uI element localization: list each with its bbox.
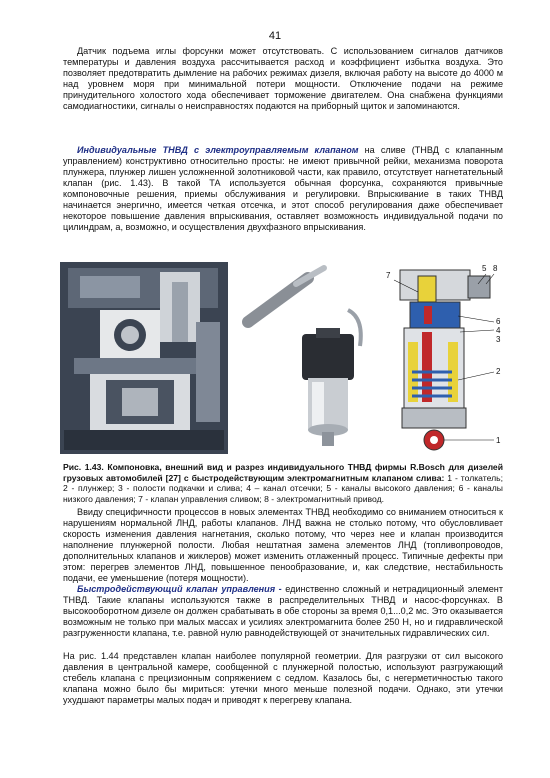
paragraph-1 [63,46,503,112]
callout-1: 1 [496,436,501,445]
pump-cross-section [382,262,505,454]
caption-title: Рис. 1.43. Компоновка, внешний вид и разрез индивидуального ТНВД фирмы R.Bosch для дизелей грузовых автомобилей [27] с быстродействующим электромагнитным клапаном слива: [63,462,503,483]
paragraph-4 [63,584,503,639]
paragraph-4-highlight: Быстродействующий клапан управления - [77,584,282,594]
callout-6: 6 [496,317,501,326]
page-number: 41 [268,30,282,42]
paragraph-3 [63,507,503,584]
callout-4: 4 [496,326,501,335]
callout-5: 5 [482,264,487,273]
paragraph-4-text: единственно сложный и нетрадиционный элемент ТНВД. Такие клапаны используются также в распределительных ТНВД и насос-форсунках. В высокооборотном дизеле он должен срабатывать в обе стороны за время 0,1...0,2 мс. Это оказывается возможным не только при малых массах и усилиях электромагнита более 250 Н, но и гидравлической разгруженности клапана, т.е. равной нулю равнодействующей от значительных гидравлических сил. [63,584,503,638]
paragraph-1-text: Датчик подъема иглы форсунки может отсутствовать. С использованием сигналов датчиков температуры и давления воздуха рассчитывается расход и коэффициент избытка воздуха. Это позволяет предотвратить дымление на рабочих режимах дизеля, включая работу на высоте до 4000 м над уровнем моря при минимальной потери мощности. Отключение подачи на режиме принудительного холостого хода обеспечивает торможение двигателем. Она снабжена функциями самодиагностики, сигналы о неисправностях подаются на приборный щиток и запоминаются. [63,46,503,111]
callout-7: 7 [386,271,391,280]
caption-body: 1 - толкатель; 2 - плунжер; 3 - полости подкачки и слива; 4 – канал отсечки; 5 - каналы высокого давления; 6 - каналы низкого давления; 7 - клапан управления сливом; 8 - электромагнитный привод. [63,472,503,504]
paragraph-2 [63,145,503,233]
callout-8: 8 [493,264,498,273]
paragraph-3-text: Ввиду специфичности процессов в новых элементах ТНВД необходимо со вниманием относиться к нарушениям нормальной ЛНД, работы клапанов. ЛНД важна не столько потому, что обусловливает скорость изменения давления нагнетания, сколько потому, что через нее и клапан производится наполнение плунжерной полости. Любая нештатная замена элементов ЛНД (топливопроводов, дополнительных клапанов и жиклеров) может изменить отлаженный процесс. Типичные дефекты при этом: перегрев элементов ЛНД, повышенное пенообразование, и, как следствие, нестабильность подачи, ее уменьшение (потеря мощности). [63,507,503,583]
figure-1-43 [60,262,505,454]
paragraph-2-highlight: Индивидуальные ТНВД с электроуправляемым клапаном [77,145,359,155]
figure-caption [63,462,503,504]
pump-external-view [236,262,376,454]
engine-layout-drawing [60,262,228,454]
callout-2: 2 [496,367,501,376]
paragraph-5 [63,651,503,706]
paragraph-5-text: На рис. 1.44 представлен клапан наиболее популярной геометрии. Для разгрузки от сил высокого давления в центральной камере, сообщенной с плунжерной полостью, используют разгружающий стебель клапана с прецизионным сопряжением с седлом. Казалось бы, с негерметичностью такого клапана можно было бы мириться: утечки много меньше полезной подачи. Однако, эти утечки ухудшают параметры малых подач и приводят к перегреву клапана. [63,651,503,705]
paragraph-2-text: на сливе (ТНВД с клапанным управлением) конструктивно относительно просты: не имеют привычной рейки, механизма поворота плунжера, плунжер лишен усложненной золотниковой части, как правило, отсутствует нагнетательный клапан (рис. 1.43). В такой ТА используется обычная форсунка, сохраняются привычные компоновочные решения, приемы обслуживания и регулировки. Впрыскивание в таких ТНВД начинается энергично, имеется четкая отсечка, и этот способ регулирования даже обеспечивает некоторое повышение давления впрыскивания, оставляет возможность индивидуальной подачи по цилиндрам, а, возможно, и осуществления двухфазного впрыскивания. [63,145,503,232]
callout-3: 3 [496,335,501,344]
